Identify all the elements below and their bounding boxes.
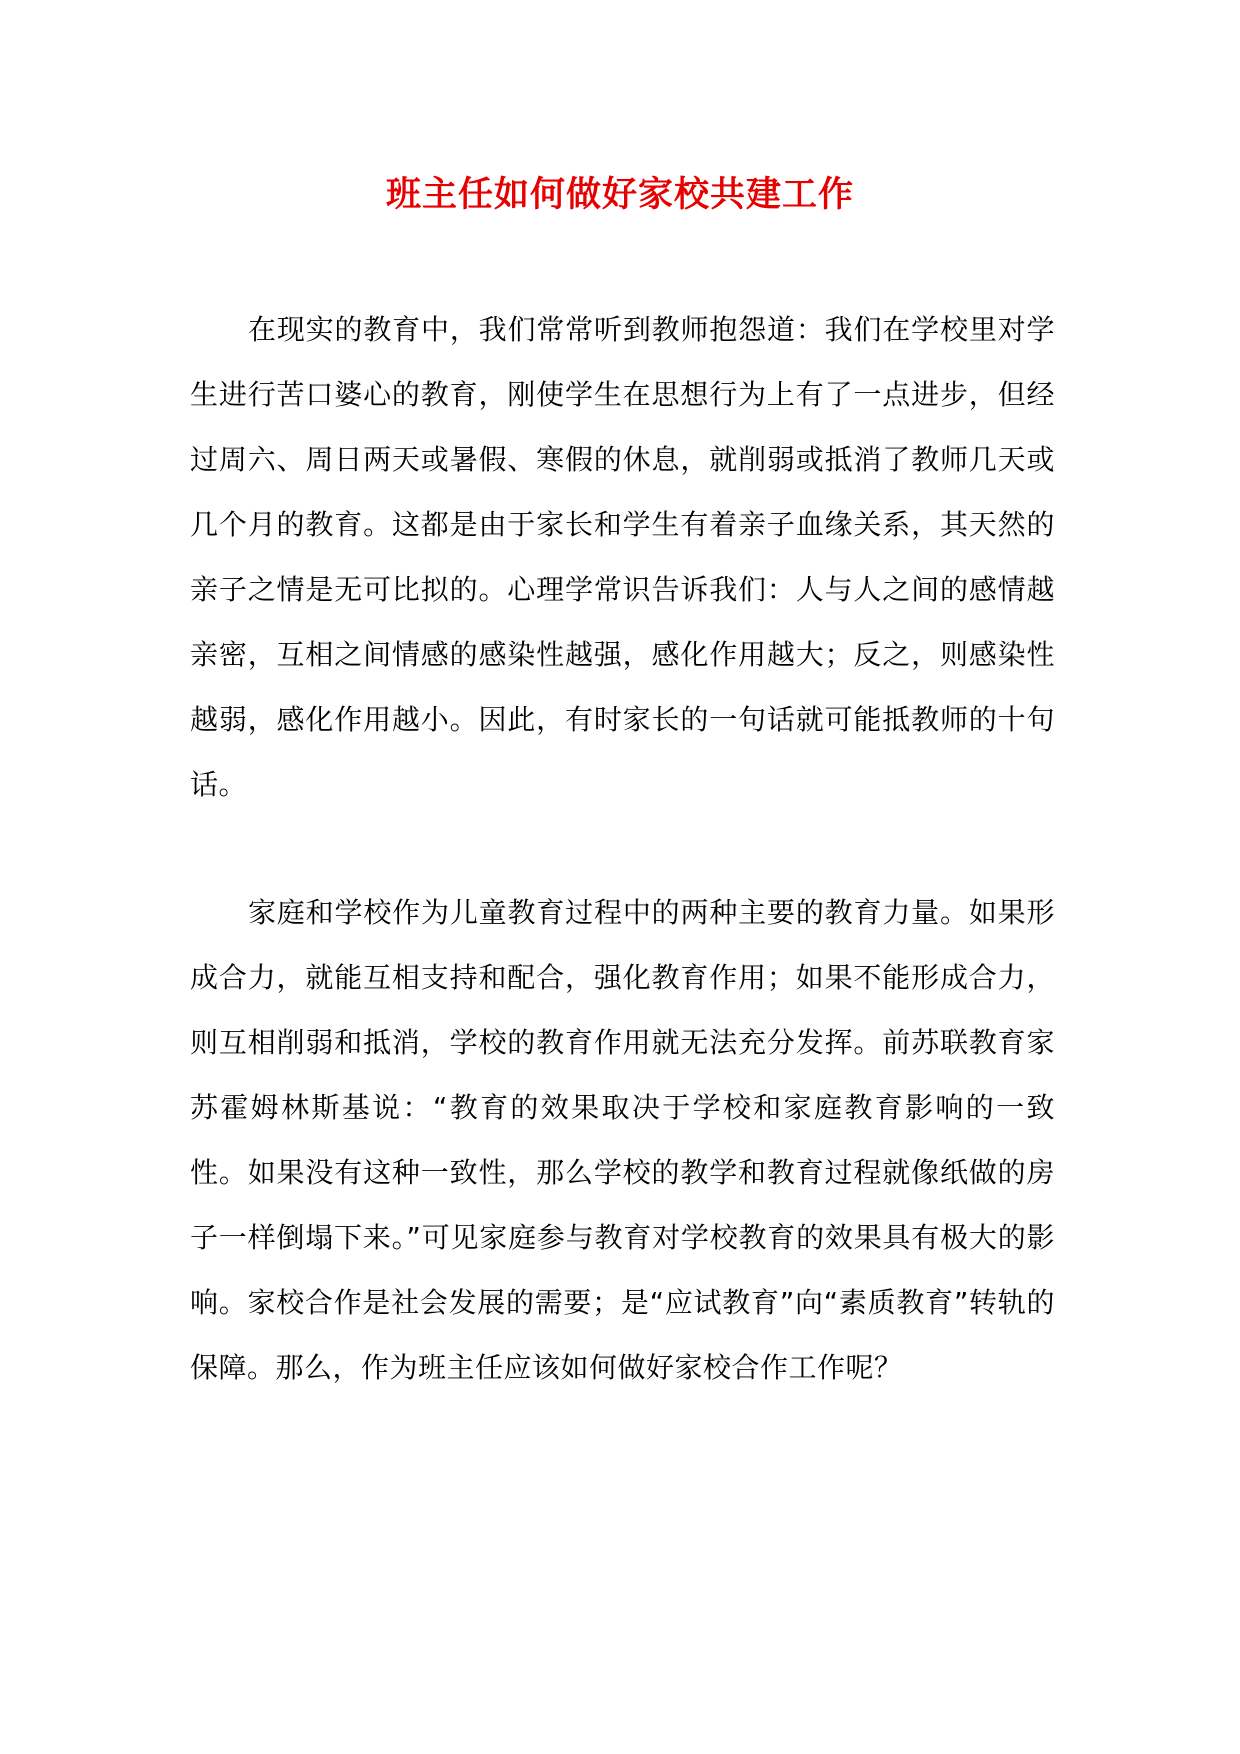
document-title: 班主任如何做好家校共建工作	[385, 175, 854, 215]
body-paragraph-1: 在现实的教育中，我们常常听到教师抱怨道：我们在学校里对学生进行苦口婆心的教育，刚使学生在思想行为上有了一点进步，但经过周六、周日两天或暑假、寒假的休息，就削弱或抵消了教师几天或几个月的教育。这都是由于家长和学生有着亲子血缘关系，其天然的亲子之情是无可比拟的。心理学常识告诉我们：人与人之间的感情越亲密，互相之间情感的感染性越强，感化作用越大；反之，则感染性越弱，感化作用越小。因此，有时家长的一句话就可能抵教师的十句话。	[190, 313, 1055, 801]
body-paragraph-2: 家庭和学校作为儿童教育过程中的两种主要的教育力量。如果形成合力，就能互相支持和配合，强化教育作用；如果不能形成合力，则互相削弱和抵消，学校的教育作用就无法充分发挥。前苏联教育家苏霍姆林斯基说：“教育的效果取决于学校和家庭教育影响的一致性。如果没有这种一致性，那么学校的教学和教育过程就像纸做的房子一样倒塌下来。”可见家庭参与教育对学校教育的效果具有极大的影响。家校合作是社会发展的需要；是“应试教育”向“素质教育”转轨的保障。那么，作为班主任应该如何做好家校合作工作呢？	[190, 896, 1055, 1384]
